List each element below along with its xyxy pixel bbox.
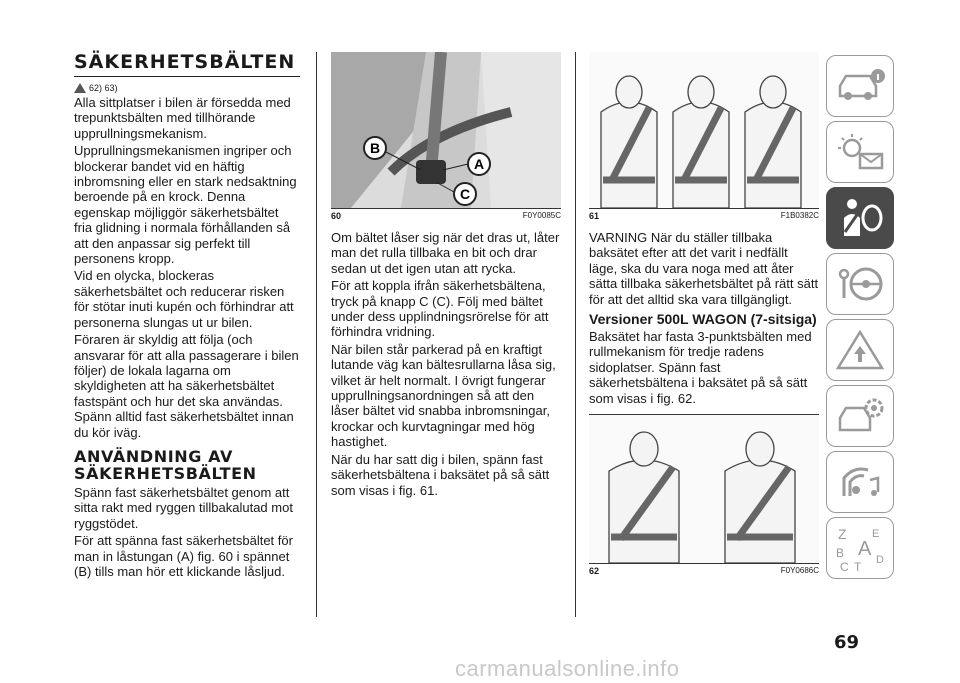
chapter-sidebar: [826, 55, 896, 583]
figure-code: F1B0382C: [780, 211, 819, 220]
paragraph: Alla sittplatser i bilen är försedda med trepunktsbälten med tillhörande upprullningsmekanism.: [74, 95, 291, 141]
subheading-line-1: ANVÄNDNING AV: [74, 446, 234, 466]
paragraph: För att koppla ifrån säkerhetsbältena, tryck på knapp C (C). Följ med bältet under dess upplindningsrörelse för att förhindra vridning.: [331, 278, 549, 340]
seatbelt-buckle-illustration: [331, 52, 561, 208]
warning-lights-icon: [834, 132, 886, 172]
index-letter: Z: [838, 526, 847, 542]
column-divider: [316, 52, 317, 617]
tab-multimedia[interactable]: [826, 451, 894, 513]
paragraph: Spänn fast säkerhetsbältet genom att sitta rakt med ryggen tillbakalutad mot ryggstödet.: [74, 484, 293, 531]
warning-triangle-icon: [74, 83, 86, 93]
figure-number: 62: [589, 566, 600, 577]
label-b: B: [369, 140, 381, 156]
maintenance-gear-icon: [834, 394, 886, 438]
steering-key-icon: [834, 262, 886, 306]
index-letter: D: [876, 554, 884, 566]
figure-caption: [331, 211, 561, 222]
rear-seat-belts-illustration: [589, 52, 819, 208]
tab-emergency[interactable]: [826, 319, 894, 381]
column-1: [74, 52, 300, 581]
index-letter: C: [840, 560, 849, 573]
index-letter: A: [858, 538, 872, 560]
tab-warning-lights[interactable]: [826, 121, 894, 183]
figure-caption: [589, 211, 819, 222]
index-letters-icon: [832, 523, 888, 573]
figure-number: 60: [331, 211, 342, 221]
tab-seatbelt-airbag[interactable]: [826, 187, 894, 249]
paragraph: När bilen står parkerad på en kraftigt lutande väg kan bältesrullarna låsa sig, vilket är helt normalt. I övrigt fungerar upprullningsanordningen så att den låser bältet vid snabba inbromsningar, krockar och kurvtagningar med hög hastighet.: [331, 341, 556, 450]
section-heading: SÄKERHETSBÄLTEN: [74, 51, 296, 73]
paragraph: Vid en olycka, blockeras säkerhetsbältet och reducerar risken för stötar inuti kupén och förhindrar att personerna slungas ut ur bilen.: [74, 268, 294, 330]
car-info-icon: [834, 66, 886, 106]
figure-61: [589, 52, 819, 209]
paragraph: VARNING När du ställer tillbaka baksätet efter att det varit i nedfällt läge, ska du vara noga med att åter sätta tillbaka säkerhetsbältet på rätt sätt för att det alltid ska vara tillgängligt.: [589, 230, 819, 307]
emergency-triangle-icon: [834, 328, 886, 372]
column-2: [331, 52, 561, 500]
label-c: C: [459, 186, 471, 202]
third-row-belts-illustration: [589, 415, 819, 563]
figure-62: [589, 414, 819, 564]
watermark: carmanualsonline.info: [455, 656, 680, 681]
tab-index[interactable]: [826, 517, 894, 579]
warning-refs-text: 62) 63): [89, 83, 118, 93]
index-letter: B: [836, 546, 845, 560]
multimedia-icon: [834, 460, 886, 504]
figure-code: F0Y0085C: [522, 211, 561, 220]
paragraph: När du har satt dig i bilen, spänn fast säkerhetsbältena i baksätet på så sätt som visas i fig. 61.: [331, 451, 550, 498]
figure-caption: [589, 566, 819, 577]
tab-car-info[interactable]: [826, 55, 894, 117]
seatbelt-airbag-icon: [834, 196, 886, 240]
figure-number: 61: [589, 211, 600, 221]
column-divider: [575, 52, 576, 617]
column-3: [589, 52, 819, 577]
subheading: Versioner 500L WAGON (7-sitsiga): [589, 311, 817, 328]
paragraph: Om bältet låser sig när det dras ut, låter man det rulla tillbaka en bit och drar sedan ut det igen utan att rycka.: [331, 230, 560, 276]
index-letter: E: [872, 528, 880, 540]
label-a: A: [473, 156, 485, 172]
paragraph: För att spänna fast säkerhetsbältet för man in låstungan (A) fig. 60 i spännet (B) tills man hör ett klickande låsljud.: [74, 533, 293, 579]
subheading: [74, 448, 300, 482]
index-letter: T: [854, 560, 862, 573]
paragraph: Baksätet har fasta 3-punktsbälten med rullmekanism för tredje radens sidoplatser. Spänn fast säkerhetsbältena i baksätet på så sätt som visas i fig. 62.: [589, 329, 812, 406]
subheading-line-2: SÄKERHETSBÄLTEN: [74, 463, 257, 483]
warning-refs: [74, 81, 300, 95]
paragraph: Föraren är skyldig att följa (och ansvarar för att alla passagerare i bilen följer) de lokala lagarna om skyldigheten att ha säkerhetsbältet fastspänt och hur det ska användas. Spänn alltid fast säkerhetsbältet innan du kör iväg.: [74, 332, 299, 440]
tab-steering-key[interactable]: [826, 253, 894, 315]
page-number: 69: [834, 632, 860, 653]
heading-rule: [74, 76, 300, 77]
figure-code: F0Y0686C: [780, 566, 819, 576]
figure-60: [331, 52, 561, 209]
tab-maintenance[interactable]: [826, 385, 894, 447]
paragraph: Upprullningsmekanismen ingriper och blockerar bandet vid en häftig inbromsning eller en stark nedsaktning beroende på en krock. Denna egenskap möjliggör säkerhetsbältet fria glidning i normala förhållanden så att den anpassar sig perfekt till personens kropp.: [74, 143, 297, 267]
